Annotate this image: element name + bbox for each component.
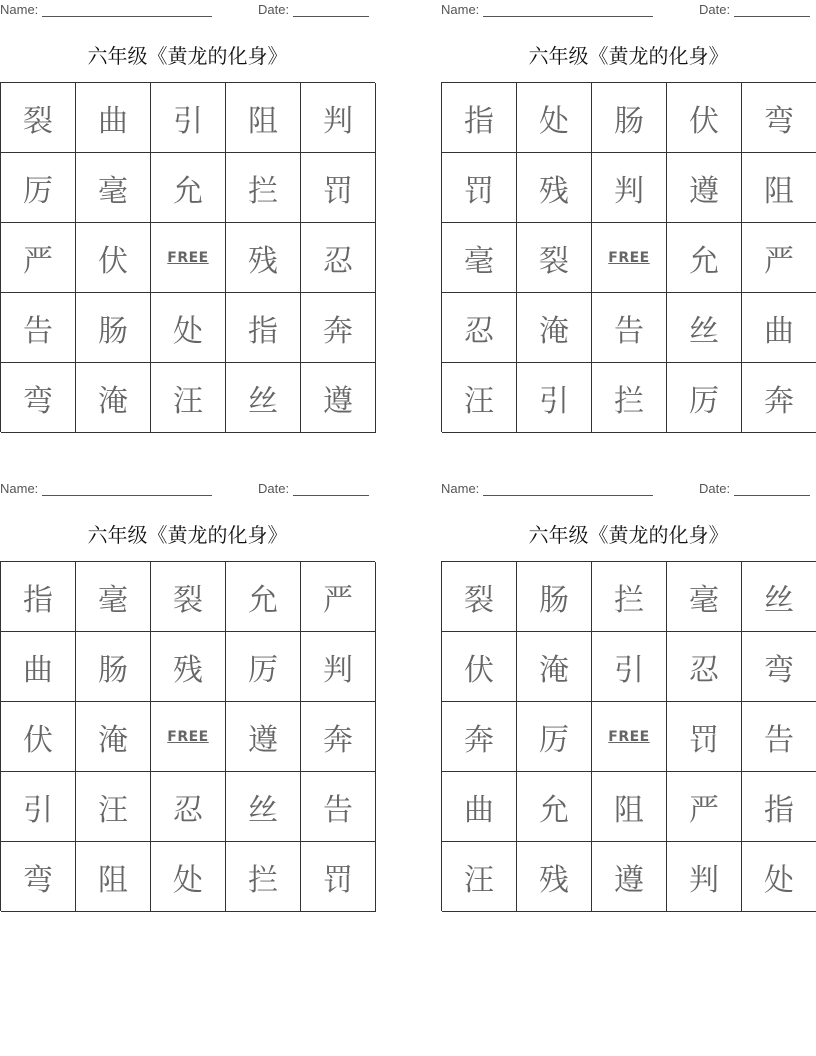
date-label: Date: [258,2,290,17]
bingo-cell: 判 [592,153,667,223]
bingo-cell: 曲 [76,83,151,153]
bingo-cell: 曲 [1,632,76,702]
bingo-cell: 肠 [76,293,151,363]
card-title: 六年级《黄龙的化身》 [528,523,729,547]
free-space-cell: FREE [151,223,226,293]
bingo-cell: 弯 [1,363,76,433]
bingo-cell: 弯 [742,632,816,702]
free-space-cell: FREE [151,702,226,772]
bingo-cell: 汪 [442,842,517,912]
bingo-cell: 允 [517,772,592,842]
bingo-cell: 淹 [76,363,151,433]
bingo-cell: 指 [442,83,517,153]
bingo-cell: 判 [301,632,376,702]
bingo-cell: 厉 [226,632,301,702]
bingo-cell: 引 [517,363,592,433]
bingo-cell: 判 [301,83,376,153]
bingo-grid [441,82,816,432]
bingo-cell: 奔 [301,293,376,363]
bingo-cell: 罚 [301,842,376,912]
bingo-cell: 肠 [592,83,667,153]
name-blank-line [42,4,212,17]
bingo-cell: 曲 [742,293,816,363]
bingo-cell: 丝 [226,772,301,842]
bingo-cell: 忍 [442,293,517,363]
bingo-cell: 遵 [226,702,301,772]
name-label: Name: [441,481,480,496]
date-label: Date: [699,2,731,17]
bingo-cell: 严 [1,223,76,293]
date-blank-line [293,483,369,496]
bingo-cell: 厉 [667,363,742,433]
bingo-cell: 弯 [742,83,816,153]
bingo-cell: 丝 [742,562,816,632]
bingo-cell: 奔 [742,363,816,433]
bingo-card [0,0,375,432]
bingo-cell: 处 [517,83,592,153]
date-blank-line [734,483,810,496]
bingo-cell: 拦 [592,562,667,632]
bingo-cell: 残 [226,223,301,293]
bingo-cell: 遵 [592,842,667,912]
date-field [258,2,369,17]
bingo-cell: 伏 [76,223,151,293]
bingo-cell: 指 [1,562,76,632]
bingo-cell: 伏 [1,702,76,772]
card-title: 六年级《黄龙的化身》 [528,44,729,68]
bingo-cell: 告 [742,702,816,772]
name-field [441,2,653,17]
name-blank-line [483,483,653,496]
bingo-cell: 奔 [442,702,517,772]
bingo-cell: 淹 [517,293,592,363]
card-title: 六年级《黄龙的化身》 [87,44,288,68]
bingo-cell: 奔 [301,702,376,772]
bingo-cell: 告 [301,772,376,842]
bingo-cell: 引 [151,83,226,153]
bingo-card [441,479,816,911]
bingo-cell: 淹 [76,702,151,772]
bingo-cell: 允 [667,223,742,293]
bingo-cell: 汪 [442,363,517,433]
bingo-cell: 罚 [301,153,376,223]
bingo-cell: 处 [742,842,816,912]
name-blank-line [42,483,212,496]
bingo-cell: 残 [517,842,592,912]
bingo-cell: 阻 [76,842,151,912]
bingo-cell: 遵 [667,153,742,223]
bingo-cell: 毫 [76,562,151,632]
free-space-cell: FREE [592,702,667,772]
bingo-cell: 允 [151,153,226,223]
date-label: Date: [699,481,731,496]
bingo-cell: 处 [151,842,226,912]
bingo-cell: 裂 [517,223,592,293]
card-header [441,2,816,20]
card-title: 六年级《黄龙的化身》 [87,523,288,547]
bingo-cell: 阻 [742,153,816,223]
bingo-cell: 判 [667,842,742,912]
bingo-cell: 严 [742,223,816,293]
bingo-card [441,0,816,432]
bingo-cell: 裂 [151,562,226,632]
card-header [0,2,375,20]
name-label: Name: [0,2,39,17]
name-blank-line [483,4,653,17]
bingo-cell: 指 [742,772,816,842]
name-label: Name: [0,481,39,496]
bingo-cell: 允 [226,562,301,632]
bingo-card [0,479,375,911]
bingo-cell: 厉 [517,702,592,772]
date-label: Date: [258,481,290,496]
card-header [0,481,375,499]
bingo-cell: 拦 [226,153,301,223]
bingo-cell: 阻 [226,83,301,153]
bingo-cell: 拦 [592,363,667,433]
bingo-cell: 残 [151,632,226,702]
bingo-cell: 伏 [667,83,742,153]
free-space-cell: FREE [592,223,667,293]
bingo-cell: 肠 [517,562,592,632]
name-label: Name: [441,2,480,17]
bingo-cell: 引 [592,632,667,702]
bingo-cell: 忍 [301,223,376,293]
bingo-cell: 罚 [442,153,517,223]
bingo-cell: 严 [301,562,376,632]
bingo-cell: 忍 [151,772,226,842]
bingo-cell: 弯 [1,842,76,912]
bingo-cell: 阻 [592,772,667,842]
bingo-cell: 指 [226,293,301,363]
bingo-cell: 裂 [442,562,517,632]
bingo-cell: 肠 [76,632,151,702]
bingo-cell: 丝 [226,363,301,433]
date-blank-line [734,4,810,17]
date-blank-line [293,4,369,17]
bingo-cell: 处 [151,293,226,363]
bingo-cell: 淹 [517,632,592,702]
bingo-grid [441,561,816,911]
bingo-cell: 严 [667,772,742,842]
bingo-cell: 告 [592,293,667,363]
bingo-grid [0,82,375,432]
bingo-cell: 裂 [1,83,76,153]
card-header [441,481,816,499]
bingo-cell: 遵 [301,363,376,433]
bingo-cell: 毫 [76,153,151,223]
bingo-cell: 引 [1,772,76,842]
name-field [0,2,212,17]
date-field [699,481,810,496]
bingo-cell: 拦 [226,842,301,912]
bingo-cell: 毫 [442,223,517,293]
bingo-cell: 丝 [667,293,742,363]
bingo-cell: 汪 [151,363,226,433]
bingo-cell: 厉 [1,153,76,223]
bingo-cell: 曲 [442,772,517,842]
bingo-cell: 告 [1,293,76,363]
bingo-cell: 忍 [667,632,742,702]
name-field [0,481,212,496]
bingo-cell: 汪 [76,772,151,842]
bingo-grid [0,561,375,911]
name-field [441,481,653,496]
date-field [699,2,810,17]
date-field [258,481,369,496]
bingo-cell: 毫 [667,562,742,632]
bingo-cell: 罚 [667,702,742,772]
bingo-cell: 残 [517,153,592,223]
bingo-cell: 伏 [442,632,517,702]
